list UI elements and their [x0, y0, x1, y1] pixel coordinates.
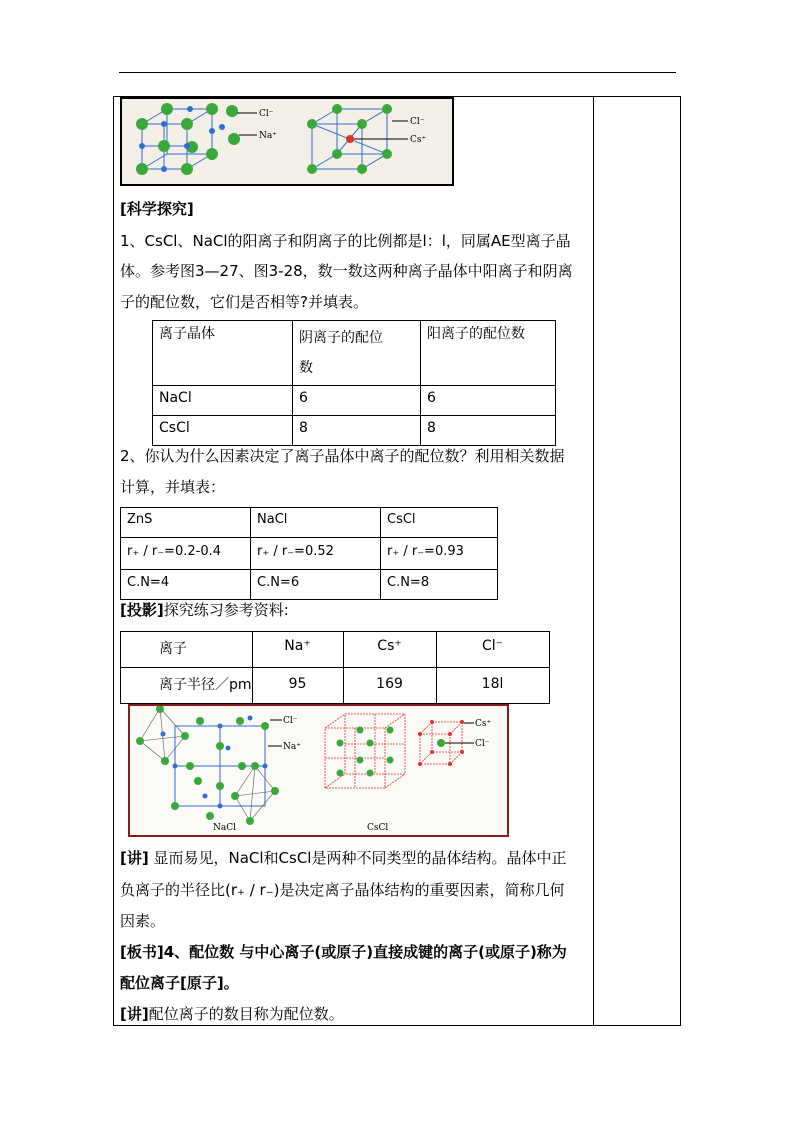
t1-nacl-anion: 6 [299, 390, 308, 406]
ion-radius-table [120, 631, 550, 704]
table-row [153, 416, 556, 446]
label-cl-4: Cl⁻ [475, 739, 490, 749]
t1-nacl: NaCl [159, 390, 192, 406]
projection-tag: [投影] [120, 601, 164, 619]
lecture1-line2: 负离子的半径比(r₊ / r₋)是决定离子晶体结构的重要因素，简称几何 [120, 881, 565, 899]
caption-nacl: NaCl [213, 823, 237, 833]
t1-header-crystal: 离子晶体 [159, 326, 215, 342]
t3-cs: Cs⁺ [377, 638, 402, 654]
t3-cl: Cl⁻ [482, 638, 504, 654]
t3-na-radius: 95 [288, 676, 307, 692]
t1-header-anion: 阴离子的配位 [299, 330, 383, 346]
label-cl-3: Cl⁻ [283, 716, 298, 726]
t2-ratio-zns: r₊ / r₋=0.2-0.4 [127, 544, 221, 559]
lecture1-line1 [120, 848, 566, 868]
para2-line1: 2、你认为什么因素决定了离子晶体中离子的配位数？利用相关数据 [120, 447, 565, 465]
t2-cn-cscl: C.N=8 [387, 575, 430, 590]
crystal-figure-top-drawing [122, 99, 452, 184]
lecture2-line [120, 1004, 344, 1024]
t2-ratio-nacl: r₊ / r₋=0.52 [257, 544, 334, 559]
lecture1-line3: 因素。 [120, 912, 166, 930]
section-title: [科学探究] [120, 200, 194, 218]
t2-ratio-cscl: r₊ / r₋=0.93 [387, 544, 464, 559]
para1-line1: 1、CsCl、NaCl的阳离子和阴离子的比例都是l：l，同属AE型离子晶 [120, 232, 571, 250]
t1-nacl-cation: 6 [427, 390, 436, 406]
caption-cscl: CsCl [367, 823, 389, 833]
t3-ion-header: 离子 [159, 641, 187, 657]
label-cl-1: Cl⁻ [259, 109, 274, 119]
t1-header-cation: 阳离子的配位数 [427, 326, 525, 342]
t1-cscl-cation: 8 [427, 420, 436, 436]
lecture2-tag: [讲] [120, 1005, 149, 1023]
crystal-figure-bottom-drawing [130, 706, 507, 835]
t3-na: Na⁺ [284, 638, 311, 654]
t3-radius-header: 离子半径／pm [159, 677, 252, 693]
t1-cscl-anion: 8 [299, 420, 308, 436]
t1-header-anion-cont: 数 [299, 360, 313, 376]
t2-cscl: CsCl [387, 512, 416, 527]
label-na-1: Na⁺ [259, 131, 277, 141]
label-cl-2: Cl⁻ [410, 117, 425, 127]
label-cs-2: Cs⁺ [475, 719, 492, 729]
lecture2-text: 配位离子的数目称为配位数。 [148, 1005, 344, 1023]
radius-ratio-table [120, 507, 498, 600]
projection-line [120, 600, 289, 620]
label-na-2: Na⁺ [283, 742, 301, 752]
t2-zns: ZnS [127, 512, 153, 527]
coordination-table [152, 320, 556, 446]
lecture1-text1: 显而易见，NaCl和CsCl是两种不同类型的晶体结构。晶体中正 [148, 849, 567, 867]
label-cs-1: Cs⁺ [410, 135, 427, 145]
t1-cscl: CsCl [159, 420, 190, 436]
t2-cn-zns: C.N=4 [127, 575, 170, 590]
header-rule [119, 72, 676, 73]
board-line2: 配位离子[原子]。 [120, 974, 239, 992]
t2-nacl: NaCl [257, 512, 288, 527]
table-row [153, 386, 556, 416]
t2-cn-nacl: C.N=6 [257, 575, 300, 590]
para2-line2: 计算，并填表： [120, 478, 226, 496]
para1-line3: 子的配位数，它们是否相等?并填表。 [120, 293, 368, 311]
para1-line2: 体。参考图3—27、图3-28，数一数这两种离子晶体中阳离子和阴离 [120, 262, 573, 280]
crystal-figure-top [120, 97, 454, 186]
board-line1: [板书]4、配位数 与中心离子(或原子)直接成键的离子(或原子)称为 [120, 943, 567, 961]
column-divider [593, 96, 594, 1026]
t3-cl-radius: 18l [481, 676, 504, 692]
lecture1-tag: [讲] [120, 849, 149, 867]
crystal-figure-bottom [128, 704, 509, 837]
projection-text: 探究练习参考资料: [163, 601, 289, 619]
t3-cs-radius: 169 [376, 676, 403, 692]
